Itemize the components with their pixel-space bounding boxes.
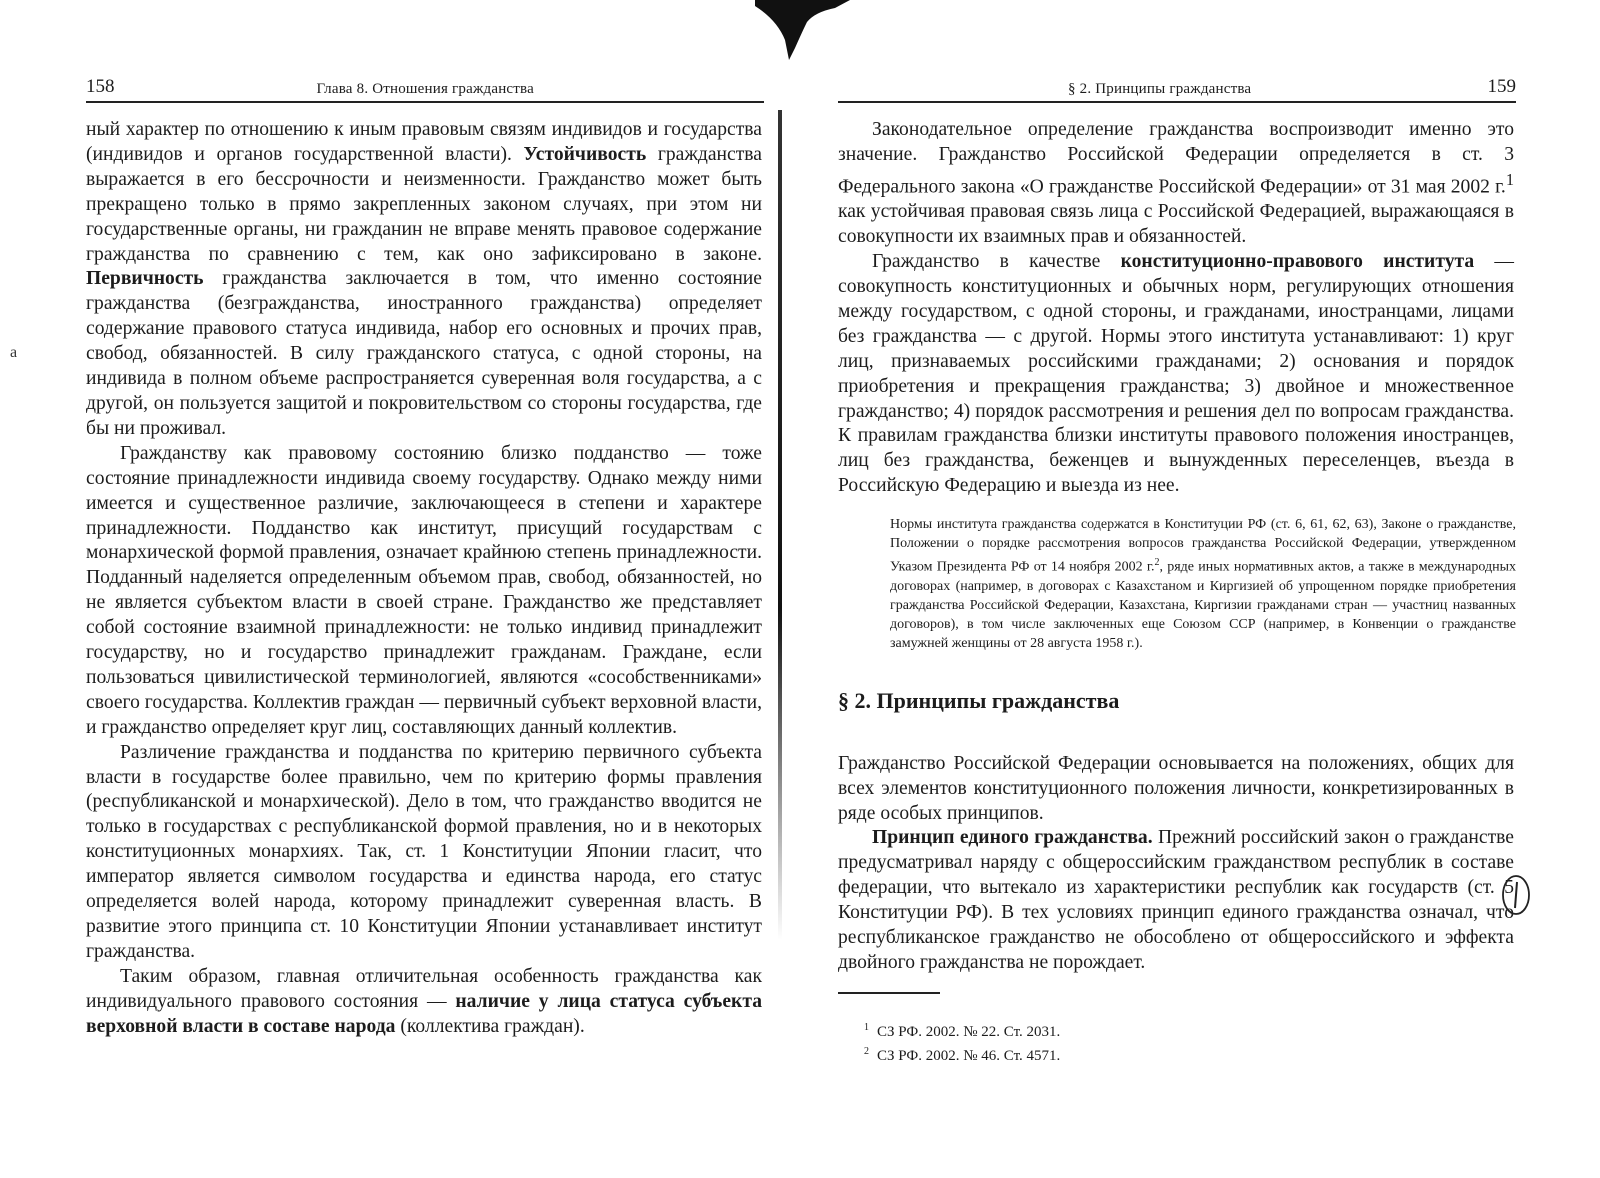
footnote-mark: 1: [864, 1021, 869, 1033]
left-running-title: Глава 8. Отношения гражданства: [316, 81, 534, 97]
left-paragraph-4: [86, 965, 762, 1040]
text-run: Гражданство в качестве: [872, 251, 1121, 273]
left-paragraph-3: Различение гражданства и подданства по критерию первичного субъекта власти в государстве более правильно, чем по критерию формы правления (республиканской и монархической). Дело в том, что гражданство вводится не только в государствах с республиканской формой правления, но и в некоторых конституционных монархиях. Так, ст. 1 Конституции Японии гласит, что император является символом государства и единства народа, его статус определяется волей народа, которому принадлежит суверенная власть. В развитие этого принципа ст. 10 Конституции Японии устанавливает институт гражданства.: [86, 741, 762, 962]
term-primacy: Первичность: [86, 268, 204, 290]
text-run: ный характер по отношению к иным правовым связям индивидов и государства (индивидов и органов государственной власти).: [86, 119, 762, 165]
footnote-2: [864, 1042, 1514, 1066]
text-run: (коллектива граждан).: [395, 1015, 585, 1037]
book-gutter: [778, 110, 782, 940]
text-run: — совокупность конституционных и обычных норм, регулирующих отношения между государством, с одной стороны, и гражданами, иностранцами, лицами без гражданства — с другой. Нормы этого института устанавливают: 1) круг лиц, признаваемых российскими гражданами; 2) основания и порядок приобретения и прекращения гражданства; 3) двойное и множественное гражданство; 4) порядок рассмотрения и решения дел по вопросам гражданства. К правилам гражданства близки институты правового положения иностранцев, лиц без гражданства, беженцев и вынужденных переселенцев, въезда в Российскую Федерацию и выезда из нее.: [838, 251, 1514, 497]
text-run: Таким образом, главная отличительная особенность гражданства как индивидуального правового состояния —: [86, 965, 762, 1012]
left-paragraph-1: [86, 118, 762, 442]
text-run: Нормы института гражданства содержатся в Конституции РФ (ст. 6, 61, 62, 63), Законе о гражданстве, Положении о порядке рассмотрения вопросов гражданства Российской Федерации, утвержденном Указом Президента РФ от 14 ноября 2002 г.: [890, 517, 1516, 575]
right-page-number: 159: [1487, 76, 1516, 97]
section-heading: § 2. Принципы гражданства: [838, 687, 1120, 713]
right-paragraph-1: [838, 118, 1514, 250]
term-status: наличие у лица статуса субъекта верховной власти в составе народа: [86, 990, 762, 1037]
term-stability: Устойчивость: [523, 143, 647, 165]
text-run: , ряде иных нормативных актов, а также в международных договорах (например, в договорах с Казахстаном и Киргизией об упрощенном порядке приобретения гражданства Российской Федерации, Казахстана, Киргизии гражданами стран — участниц названных договоров), в том числе заключенных еще Союзом ССР (например, в Конвенции о гражданстве замужней женщины от 28 августа 1958 г.).: [890, 559, 1516, 651]
margin-letter: а: [10, 344, 18, 361]
right-running-head: [838, 72, 1516, 103]
text-run: Прежний российский закон о гражданстве предусматривал наряду с общероссийским гражданством республик в составе федерации, что вытекало из характеристики республик как государств (ст. 5 Конституции РФ). В тех условиях принцип единого гражданства означал, что республиканское гражданство не обособлено от общероссийского и эффекта двойного гражданства не порождает.: [838, 827, 1514, 973]
right-paragraph-2: [838, 250, 1514, 499]
footnote-ref-2: 2: [1154, 557, 1160, 569]
footnote-text: СЗ РФ. 2002. № 22. Ст. 2031.: [877, 1023, 1061, 1040]
footnote-1: [864, 1018, 1514, 1042]
footnote-divider: [838, 992, 940, 994]
text-run: Законодательное определение гражданства воспроизводит именно это значение. Гражданство Российской Федерации определяется в ст. 3 Федерального закона «О гражданстве Российской Федерации» от 31 мая 2002 г.: [838, 119, 1514, 198]
right-page: [800, 0, 1600, 1178]
footnote-mark: 2: [864, 1045, 869, 1057]
right-paragraph-4: [838, 826, 1514, 975]
left-page-number: 158: [86, 76, 115, 97]
left-text-column: [86, 118, 762, 1040]
term-single-citizenship: Принцип единого гражданства.: [872, 827, 1153, 849]
left-running-head: [86, 72, 764, 103]
footnote-ref-1: 1: [1505, 169, 1514, 189]
text-run: гражданства заключается в том, что именно состояние гражданства (безгражданства, иностранного гражданства) определяет содержание правового статуса индивида, набор его основных и прочих прав, свобод, обязанностей. В силу гражданского статуса, с одной стороны, на индивида в полном объеме распространяется суверенная воля государства, а с другой, он пользуется защитой и покровительством со стороны государства, где бы ни проживал.: [86, 268, 762, 439]
text-run: как устойчивая правовая связь лица с Российской Федерацией, выражающаяся в совокупности их взаимных прав и обязанностей.: [838, 201, 1514, 248]
footnote-text: СЗ РФ. 2002. № 46. Ст. 4571.: [877, 1047, 1061, 1064]
left-paragraph-2: Гражданству как правовому состоянию близко подданство — тоже состояние принадлежности индивида своему государству. Однако между ними имеется и существенное различие, заключающееся в степени и характере принадлежности. Подданство как институт, присущий государствам с монархической формой правления, означает крайнюю степень принадлежности. Подданный наделяется определенным объемом прав, свобод, обязанностей, но не является субъектом власти в своей стране. Гражданство же представляет собой состояние взаимной принадлежности: не только индивид принадлежит государству, но и государство принадлежит гражданам. Граждане, если пользоваться цивилистической терминологией, являются «сособственниками» своего государства. Коллектив граждан — первичный субъект верховной власти, и гражданство определяет круг лиц, составляющих данный коллектив.: [86, 442, 762, 738]
term-institute: конституционно-правового института: [1120, 251, 1475, 273]
small-print-note: [890, 515, 1516, 653]
right-text-column: [838, 118, 1514, 1066]
right-paragraph-3: Гражданство Российской Федерации основывается на положениях, общих для всех элементов конституционного положения личности, конкретизированных в ряде особых принципов.: [838, 752, 1514, 824]
right-running-title: § 2. Принципы гражданства: [1068, 81, 1252, 97]
handwritten-circle-mark: [1500, 872, 1532, 918]
text-run: гражданства выражается в его бессрочности и неизменности. Гражданство может быть прекращено только в прямо закрепленных законом случаях, при этом ни государственные органы, ни гражданин не вправе менять правовое содержание гражданства по сравнению с тем, как оно зафиксировано в законе.: [86, 143, 762, 265]
